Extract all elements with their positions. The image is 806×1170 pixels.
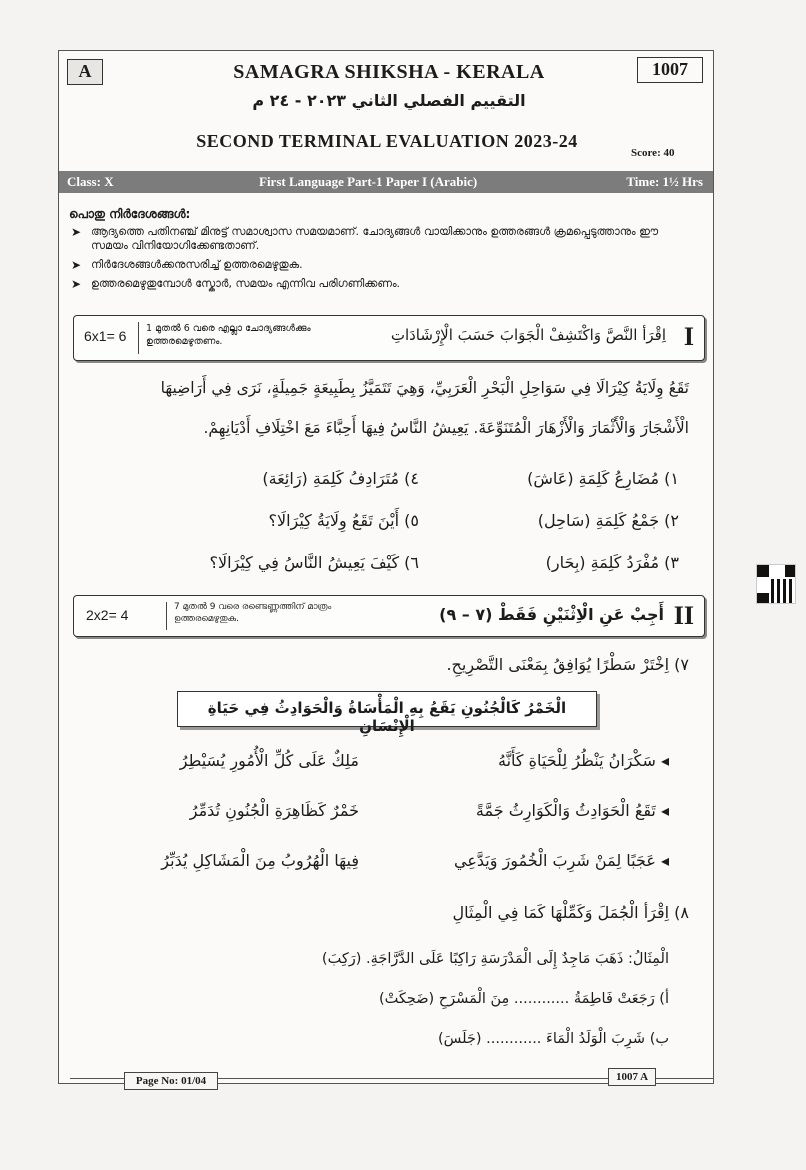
class-label: Class: X — [67, 174, 114, 189]
section-1-score: 6x1= 6 — [84, 328, 127, 344]
qr-code-icon — [756, 564, 796, 604]
question-6: ٦) كَيْفَ يَعِيشُ النَّاسُ فِي كِيْرَالَا؟ — [209, 553, 419, 572]
verse-1-right: ◂ سَكْرَانُ يَنْظُرُ لِلْحَيَاةِ كَأَنَّهُ — [498, 751, 669, 770]
verse-1-left: مَلِكٌ عَلَى كُلِّ الْأُمُورِ يُسَيْطِرُ — [179, 751, 359, 770]
verse-2-right: ◂ تَقَعُ الْحَوَادِثُ وَالْكَوَارِثُ جَمَّةً — [475, 801, 669, 820]
q8-item-a: أ) رَجَعَتْ فَاطِمَةُ ............ مِنَ الْمَسْرَحِ (ضَحِكَتْ) — [378, 991, 669, 1007]
section-1-header — [73, 315, 705, 361]
instructions-list — [69, 225, 669, 296]
question-3: ٣) مُفْرَدُ كَلِمَةِ (بِحَار) — [545, 553, 679, 572]
section-2-instruction: أَجِبْ عَنِ الْاِثْنَيْنِ فَقَطْ (٧ – ٩) — [439, 605, 664, 624]
footer-code: 1007 A — [608, 1068, 656, 1086]
q8-item-b: ب) شَرِبَ الْوَلَدُ الْمَاءَ ............ (جَلَسَ) — [437, 1031, 669, 1047]
question-5: ٥) أَيْنَ تَقَعُ وِلَايَةُ كِيْرَالَا؟ — [268, 511, 419, 530]
section-2-score: 2x2= 4 — [86, 607, 129, 623]
section-1-roman: I — [683, 322, 694, 351]
set-label: A — [67, 59, 103, 85]
question-4: ٤) مُتَرَادِفُ كَلِمَةِ (رَائِعَة) — [262, 469, 419, 488]
score-total: Score: 40 — [631, 147, 675, 159]
section-2-note: 7 മുതൽ 9 വരെ രണ്ടെണ്ണത്തിന് മാത്രം ഉത്തരമെഴുതുക. — [174, 602, 332, 624]
section-2-header — [73, 595, 705, 637]
question-8: ٨) اِقْرَأ الْجُمَلَ وَكَمِّلْهَا كَمَا فِي الْمِثَالِ — [452, 903, 689, 922]
passage-line-2: الْأَشْجَارَ وَالْأَثْمَارَ وَالْأَزْهَارَ الْمُتَنَوِّعَةَ. يَعِيشُ النَّاسُ فِيهَا أَحِبَّاءَ مَعَ اخْتِلَافِ أَدْيَانِهِمْ. — [203, 419, 689, 437]
org-title: SAMAGRA SHIKSHA - KERALA — [233, 61, 545, 83]
arabic-title: التقييم الفصلي الثاني ٢٠٢٣ - ٢٤ م — [252, 91, 526, 110]
question-2: ٢) جَمْعُ كَلِمَةِ (سَاحِل) — [537, 511, 679, 530]
arrow-icon: ➤ — [71, 277, 82, 291]
exam-page — [58, 50, 714, 1084]
time-label: Time: 1½ Hrs — [626, 174, 703, 189]
section-2-roman: II — [673, 601, 694, 630]
instruction-item: ➤ നിർദേശങ്ങൾക്കനുസരിച്ച് ഉത്തരമെഴുതുക. — [71, 258, 303, 272]
q8-example: الْمِثَالُ: ذَهَبَ مَاجِدٌ إِلَى الْمَدْرَسَةِ رَاكِبًا عَلَى الدَّرَّاجَةِ. (رَكِبَ) — [321, 951, 669, 967]
exam-code: 1007 — [637, 57, 703, 83]
verse-3-left: فِيهَا الْهُرُوبُ مِنَ الْمَشَاكِلِ يُدَبِّرُ — [161, 851, 359, 870]
instruction-item: ➤ ഉത്തരമെഴുതുമ്പോൾ സ്കോർ, സമയം എന്നിവ പരിഗണിക്കണം. — [71, 277, 401, 291]
arrow-icon: ➤ — [71, 258, 82, 272]
exam-title: SECOND TERMINAL EVALUATION 2023-24 — [196, 131, 578, 151]
question-1: ١) مُضَارِعُ كَلِمَةِ (عَاشَ) — [527, 469, 679, 488]
quote-text: الْخَمْرُ كَالْجُنُونِ يَقَعُ بِهِ الْمَأْسَاةُ وَالْحَوَادِثُ فِي حَيَاةِ الْإِنْسَانِ — [207, 699, 567, 735]
section-1-instruction: اِقْرَأ النَّصَّ وَاكْتَشِفْ الْجَوَابَ حَسَبَ الْإِرْشَادَاتِ — [390, 326, 666, 344]
instructions-heading: പൊതു നിർദേശങ്ങൾ: — [69, 207, 191, 221]
question-7: ٧) اِخْتَرْ سَطْرًا يُوَافِقُ بِمَعْنَى التَّصْرِيحِ. — [446, 655, 689, 674]
paper-label: First Language Part-1 Paper I (Arabic) — [259, 174, 478, 189]
instruction-item: ➤ ആദ്യത്തെ പതിനഞ്ച് മിനുട്ട് സമാശ്വാസ സമയമാണ്. ചോദ്യങ്ങൾ വായിക്കാനും ഉത്തരങ്ങൾ ക്രമപ്പെടുത്താനും ഈ സമയം വിനിയോഗിക്കേണ്ടതാണ്. — [71, 225, 659, 252]
quote-box — [177, 691, 597, 735]
verse-3-right: ◂ عَجَبًا لِمَنْ شَرِبَ الْخُمُورَ وَيَدَّعِي — [454, 851, 669, 870]
verse-2-left: خَمْرٌ كَظَاهِرَةِ الْجُنُونِ تُدَمِّرُ — [189, 801, 359, 820]
passage-line-1: تَقَعُ وِلَايَةُ كِيْرَالَا فِي سَوَاحِلِ الْبَحْرِ الْعَرَبِيِّ، وَهِيَ تَتَمَيَّزُ بِطَبِيعَةٍ جَمِيلَةٍ، نَرَى فِي أَرَاضِيهَا — [160, 379, 689, 397]
arrow-icon: ➤ — [71, 225, 82, 239]
section-1-note: 1 മുതൽ 6 വരെ എല്ലാ ചോദ്യങ്ങൾക്കും ഉത്തരമെഴുതണം. — [146, 323, 311, 347]
class-band — [59, 171, 713, 193]
page-number: Page No: 01/04 — [124, 1072, 218, 1090]
